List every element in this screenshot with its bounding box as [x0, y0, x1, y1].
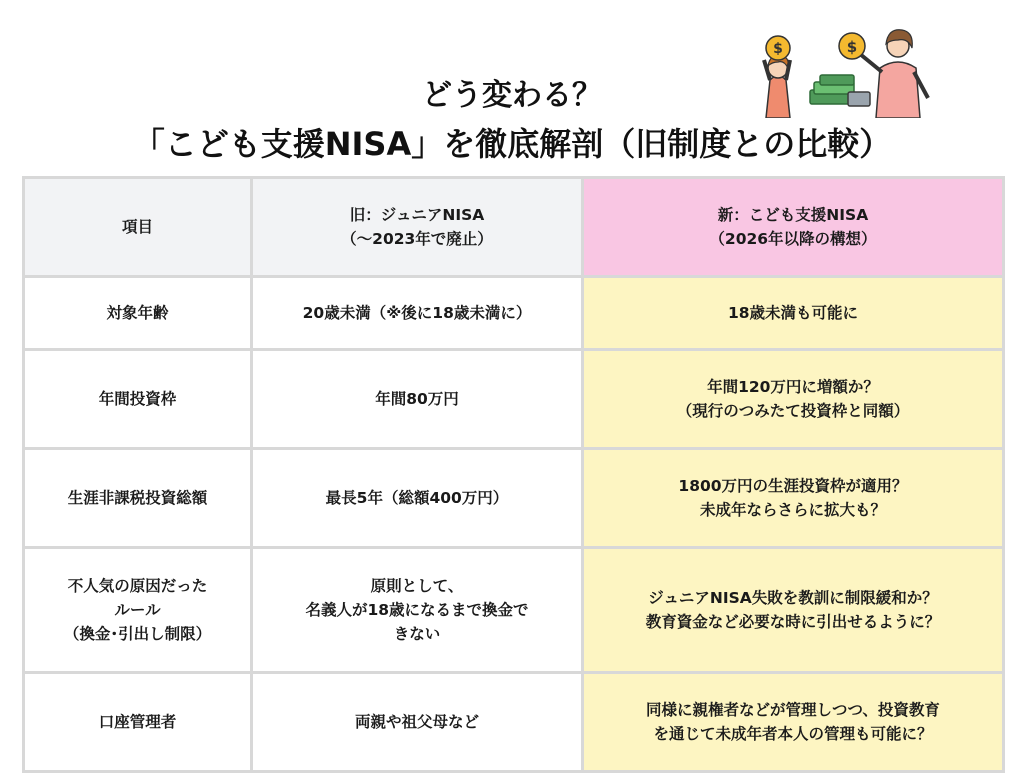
row-new-text: 1800万円の生涯投資枠が適用？: [678, 476, 908, 495]
header-item-label: 項目: [121, 217, 153, 236]
row-new-text: （現行のつみたて投資枠と同額）: [676, 402, 910, 420]
row-new-text: 年間120万円に増額か？: [707, 377, 879, 396]
row-old-cell: [252, 673, 583, 772]
header-new-line: 新：こども支援NISA: [717, 205, 869, 224]
header-old-line: 旧：ジュニアNISA: [349, 205, 485, 224]
row-old-cell: [252, 449, 583, 548]
row-new-cell: [583, 548, 1004, 673]
row-item-cell: [24, 350, 252, 449]
row-new-text: 教育資金など必要な時に引出せるように？: [645, 613, 941, 631]
title-line-1: どう変わる？: [422, 78, 602, 113]
row-item-label: 年間投資枠: [98, 389, 177, 408]
table-row: [24, 449, 1004, 548]
row-old-cell: [252, 548, 583, 673]
row-new-cell: [583, 350, 1004, 449]
table-row: [24, 350, 1004, 449]
row-old-text: 原則として、: [370, 576, 464, 595]
page-title: 「こども支援NISA」を徹底解剖（旧制度との比較）: [132, 125, 892, 163]
coin-icon: [839, 33, 865, 59]
row-new-text: 未成年ならさらに拡大も？: [699, 501, 886, 519]
row-old-cell: [252, 350, 583, 449]
row-item-label: 生涯非課税投資総額: [67, 488, 208, 507]
row-item-cell: [24, 673, 252, 772]
row-old-text: 名義人が18歳になるまで換金で: [305, 600, 529, 619]
header-new-line: （2026年以降の構想）: [709, 230, 877, 248]
header-new-system: [583, 178, 1004, 277]
row-item-label: 対象年齢: [106, 303, 169, 322]
table-row: [24, 548, 1004, 673]
row-item-label: ルール: [114, 600, 161, 619]
row-old-cell: [252, 277, 583, 350]
row-old-text: 両親や祖父母など: [354, 712, 479, 731]
row-old-text: 20歳未満（※後に18歳未満に）: [302, 303, 532, 322]
child-figure-icon: [764, 56, 790, 118]
table-row: [24, 277, 1004, 350]
header-item: [24, 178, 252, 277]
row-new-cell: [583, 449, 1004, 548]
coin-symbol: $: [773, 41, 783, 57]
row-item-cell: [24, 548, 252, 673]
table-row: [24, 673, 1004, 772]
comparison-table: [22, 176, 1005, 773]
coin-symbol: $: [846, 38, 858, 56]
row-new-text: 18歳未満も可能に: [727, 303, 859, 322]
row-item-cell: [24, 449, 252, 548]
header-old-system: [252, 178, 583, 277]
coin-icon: [766, 36, 790, 60]
row-item-label: 不人気の原因だった: [67, 576, 208, 595]
row-item-label: （換金･引出し制限）: [63, 625, 212, 643]
row-old-text: 年間80万円: [375, 389, 459, 408]
row-new-text: を通じて未成年者本人の管理も可能に？: [653, 725, 933, 743]
header-old-line: （～2023年で廃止）: [341, 230, 493, 248]
row-item-cell: [24, 277, 252, 350]
row-old-text: 最長5年（総額400万円）: [325, 488, 509, 507]
family-money-icon: [748, 18, 948, 118]
row-new-cell: [583, 673, 1004, 772]
money-pile-icon: [810, 75, 870, 106]
row-new-cell: [583, 277, 1004, 350]
row-new-text: 同様に親権者などが管理しつつ、投資教育: [646, 700, 940, 719]
row-old-text: きない: [393, 625, 441, 643]
table-header-row: [24, 178, 1004, 277]
row-item-label: 口座管理者: [98, 712, 177, 731]
row-new-text: ジュニアNISA失敗を教訓に制限緩和か？: [648, 588, 938, 607]
